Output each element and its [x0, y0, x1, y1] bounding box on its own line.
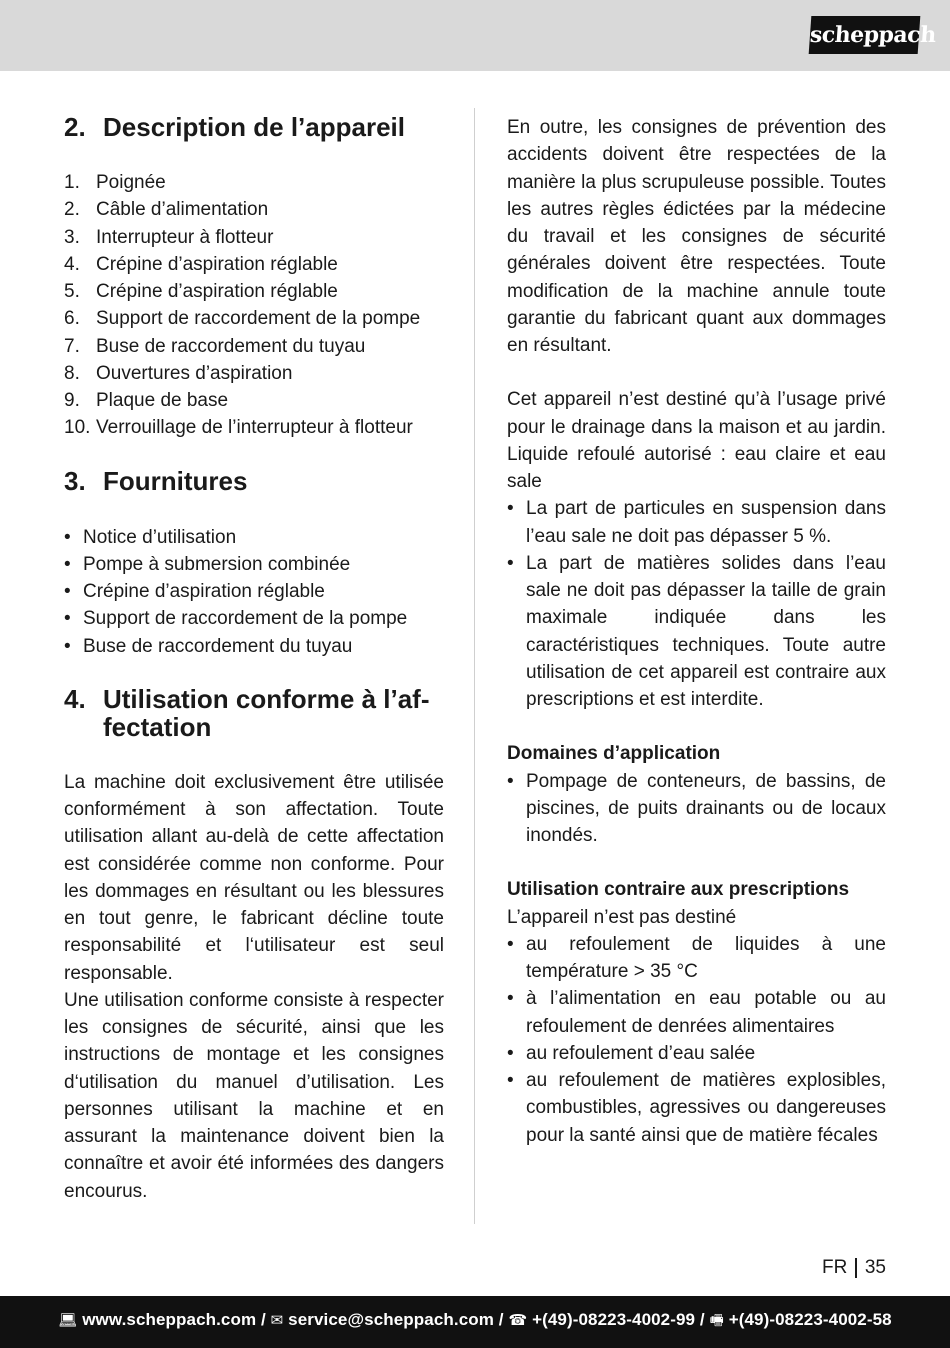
list-item: 3. Interrupteur à flotteur	[64, 226, 274, 248]
website-link[interactable]: www.scheppach.com /	[82, 1310, 266, 1329]
section-title: Fournitures	[103, 465, 248, 496]
subheading-domaines: Domaines d’application	[507, 743, 721, 765]
paragraph: La machine doit exclusivement être utilisée conformément à son affectation. Toute utilisation allant au-delà de cette affectation est considérée comme non conforme. Pour les dommages en résultant ou les blessures en tout genre, le fabricant décline toute responsabilité et l‘utilisateur est seul responsable.	[64, 771, 444, 984]
list-item: • Support de raccordement de la pompe	[64, 608, 408, 630]
application-list	[507, 768, 886, 850]
envelope-icon: ✉︎	[270, 1312, 284, 1329]
scheppach-logo: scheppach	[809, 16, 921, 54]
section-number: 2.	[64, 112, 86, 142]
list-item: 2. Câble d’alimentation	[64, 199, 269, 221]
list-item: • La part de matières solides dans l’eau sale ne doit pas dépasser la taille de grain maximale indiquée dans les caractéristiques techniques. Toute autre utilisation de cet appareil est contraire aux prescriptions et est interdite.	[507, 552, 886, 710]
list-item: • Crépine d’aspiration réglable	[64, 581, 325, 602]
column-divider	[474, 108, 475, 1224]
list-item: • Notice d’utilisation	[64, 526, 237, 548]
list-item: 4. Crépine d’aspiration réglable	[64, 253, 338, 275]
list-item: • au refoulement d’eau salée	[507, 1042, 756, 1064]
phone-number: +(49)-08223-4002-99 /	[532, 1310, 705, 1329]
list-item: • au refoulement de liquides à une température > 35 °C	[507, 933, 886, 982]
misuse-list	[507, 931, 886, 1149]
list-item: 6. Support de raccordement de la pompe	[64, 308, 421, 330]
paragraph: En outre, les consignes de prévention des accidents doivent être respectées de la manière la plus scrupuleuse possible. Toutes les autres règles édictées par la médecine du travail et les consignes de sécurité générales doivent être respectées. Toute modification de la machine annule toute garantie du fabricant quant aux dommages en résultant.	[507, 117, 886, 356]
left-column	[64, 108, 444, 1205]
email-link[interactable]: service@scheppach.com /	[288, 1310, 504, 1329]
list-item: • Pompage de conteneurs, de bassins, de piscines, de puits drainants ou de locaux inondés.	[507, 770, 886, 846]
section-3-heading	[64, 467, 444, 495]
list-item: • Pompe à submersion combinée	[64, 553, 351, 575]
language-code: FR	[822, 1257, 848, 1278]
list-item: 8. Ouvertures d’aspiration	[64, 362, 293, 384]
separator	[855, 1258, 857, 1278]
list-item: 7. Buse de raccordement du tuyau	[64, 335, 366, 357]
list-item: • à l’alimentation en eau potable ou au refoulement de denrées alimentaires	[507, 988, 886, 1037]
paragraph: L’appareil n’est pas destiné	[507, 906, 737, 928]
telephone-icon: ☎︎	[508, 1312, 528, 1329]
list-item: 5. Crépine d’aspiration réglable	[64, 281, 338, 302]
paragraph: Une utilisation conforme consiste à respecter les consignes de sécurité, ainsi que les instructions de montage et les consignes d‘utilisation du manuel d’utilisation. Les personnes utilisant la machine et en assurant la maintenance doivent bien la connaître et avoir été informées des dangers encourus.	[64, 989, 444, 1202]
fax-icon: 🖷︎	[709, 1312, 724, 1329]
page-number	[822, 1256, 886, 1280]
section-2-heading	[64, 113, 444, 141]
header-bar	[0, 0, 950, 71]
section-4-heading	[64, 685, 444, 741]
footer-bar	[0, 1296, 950, 1348]
list-item: 9. Plaque de base	[64, 390, 229, 411]
computer-icon: 💻︎	[58, 1312, 78, 1329]
page-number-value: 35	[864, 1257, 886, 1278]
right-column	[507, 114, 886, 1149]
list-item: • Buse de raccordement du tuyau	[64, 635, 353, 657]
section-title: Utilisation conforme à l’af- fectation	[103, 683, 430, 742]
subheading-contraire: Utilisation contraire aux prescriptions	[507, 879, 850, 901]
list-item: • La part de particules en suspension dans l’eau sale ne doit pas dépasser 5 %.	[507, 498, 886, 547]
section-number: 4.	[64, 683, 86, 714]
delivery-list	[64, 524, 444, 660]
list-item: • au refoulement de matières explosibles, combustibles, agressives ou dangereuses pour la santé ainsi que de matière fécales	[507, 1070, 886, 1146]
list-item: 10. Verrouillage de l’interrupteur à flotteur	[64, 417, 413, 439]
restriction-list	[507, 495, 886, 713]
section-title: Description de l’appareil	[103, 112, 405, 142]
fax-number: +(49)-08223-4002-58	[728, 1310, 892, 1329]
list-item: 1. Poignée	[64, 172, 166, 193]
paragraph: Cet appareil n’est destiné qu’à l’usage privé pour le drainage dans la maison et au jardin. Liquide refoulé autorisé : eau claire et eau sale	[507, 389, 886, 492]
section-number: 3.	[64, 465, 86, 496]
parts-list	[64, 169, 444, 442]
